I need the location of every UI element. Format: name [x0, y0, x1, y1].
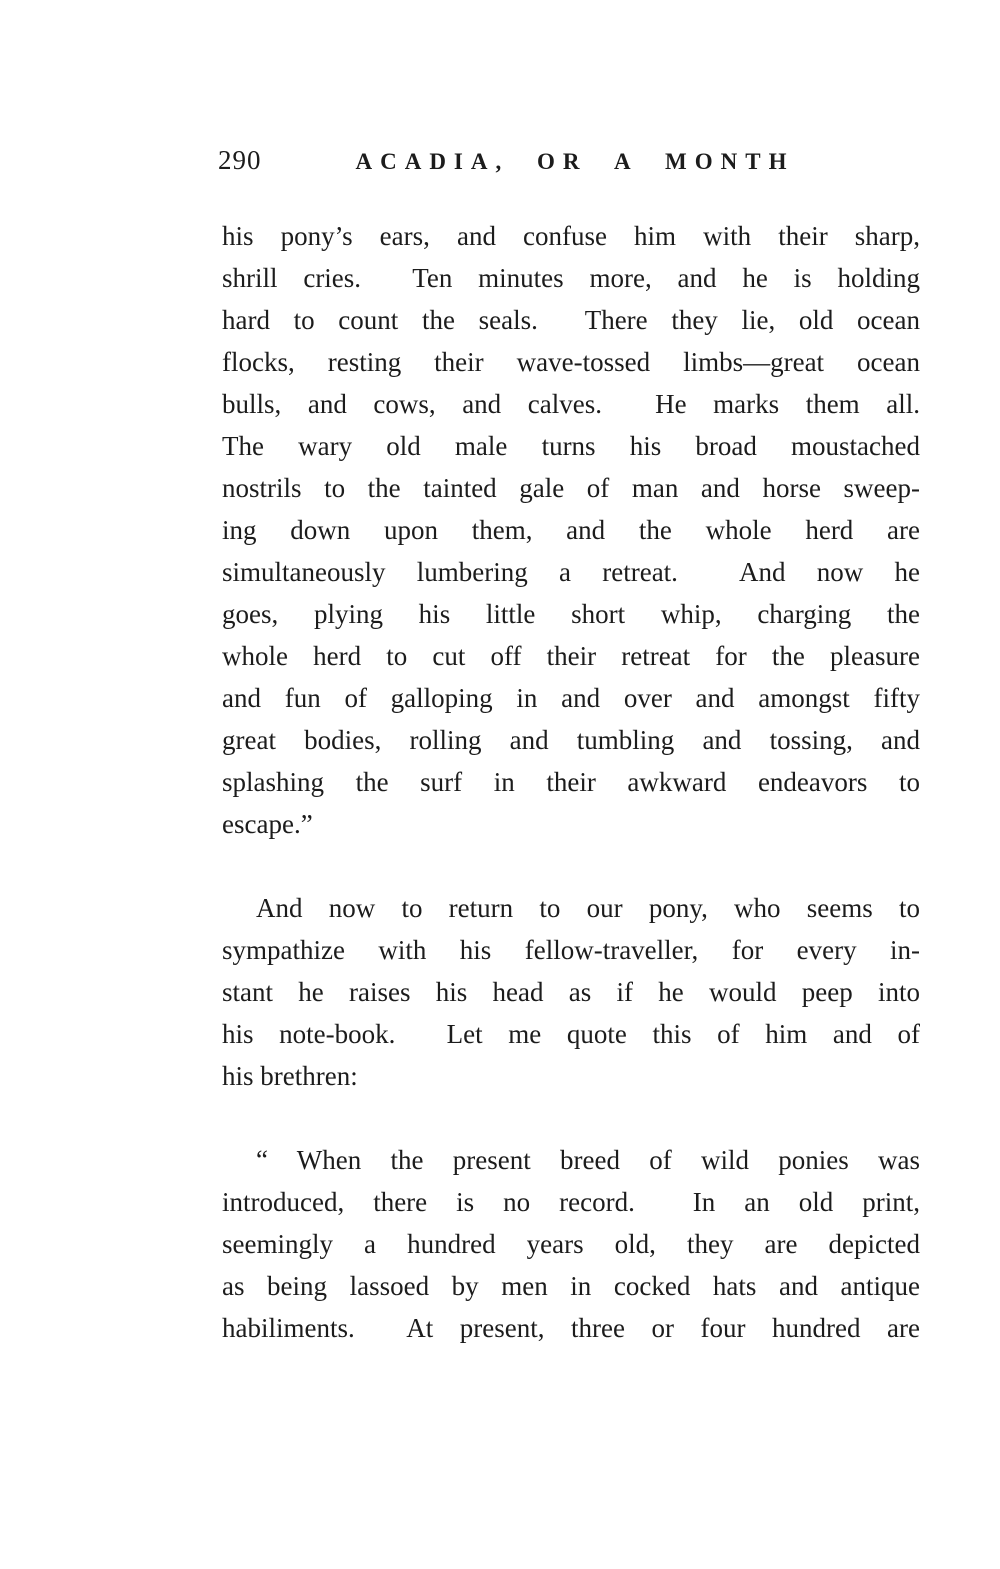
text-line: bulls, and cows, and calves. He marks them all. [222, 389, 920, 419]
text-line: shrill cries. Ten minutes more, and he is holding [222, 263, 920, 293]
text-line: habiliments. At present, three or four hundred are [222, 1313, 920, 1343]
text-line: his note-book. Let me quote this of him and of [222, 1019, 920, 1049]
text-line: great bodies, rolling and tumbling and tossing, and [222, 725, 920, 755]
text-line: escape.” [222, 809, 313, 839]
paragraph [222, 887, 920, 1097]
text-line: sympathize with his fellow-traveller, for every in- [222, 935, 920, 965]
text-line: his brethren: [222, 1061, 358, 1091]
page-header [218, 145, 920, 180]
text-line: splashing the surf in their awkward endeavors to [222, 767, 920, 797]
text-line: goes, plying his little short whip, charging the [222, 599, 920, 629]
text-line: seemingly a hundred years old, they are depicted [222, 1229, 920, 1259]
text-line: his pony’s ears, and confuse him with their sharp, [222, 221, 920, 251]
page-number: 290 [218, 145, 262, 175]
text-line: hard to count the seals. There they lie, old ocean [222, 305, 920, 335]
text-line: The wary old male turns his broad moustached [222, 431, 920, 461]
running-title: ACADIA, OR A MONTH [355, 149, 795, 174]
text-line: “ When the present breed of wild ponies was [256, 1145, 920, 1175]
text-line: and fun of galloping in and over and amongst fifty [222, 683, 920, 713]
text-line: stant he raises his head as if he would peep into [222, 977, 920, 1007]
text-line: flocks, resting their wave-tossed limbs—great ocean [222, 347, 920, 377]
text-line: ing down upon them, and the whole herd are [222, 515, 920, 545]
text-line: simultaneously lumbering a retreat. And now he [222, 557, 920, 587]
text-line: nostrils to the tainted gale of man and horse sweep- [222, 473, 920, 503]
text-line: whole herd to cut off their retreat for the pleasure [222, 641, 920, 671]
page-body [222, 215, 920, 1349]
text-line: as being lassoed by men in cocked hats and antique [222, 1271, 920, 1301]
text-line: And now to return to our pony, who seems to [256, 893, 920, 923]
text-line: introduced, there is no record. In an old print, [222, 1187, 920, 1217]
paragraph [222, 215, 920, 845]
paragraph [222, 1139, 920, 1349]
